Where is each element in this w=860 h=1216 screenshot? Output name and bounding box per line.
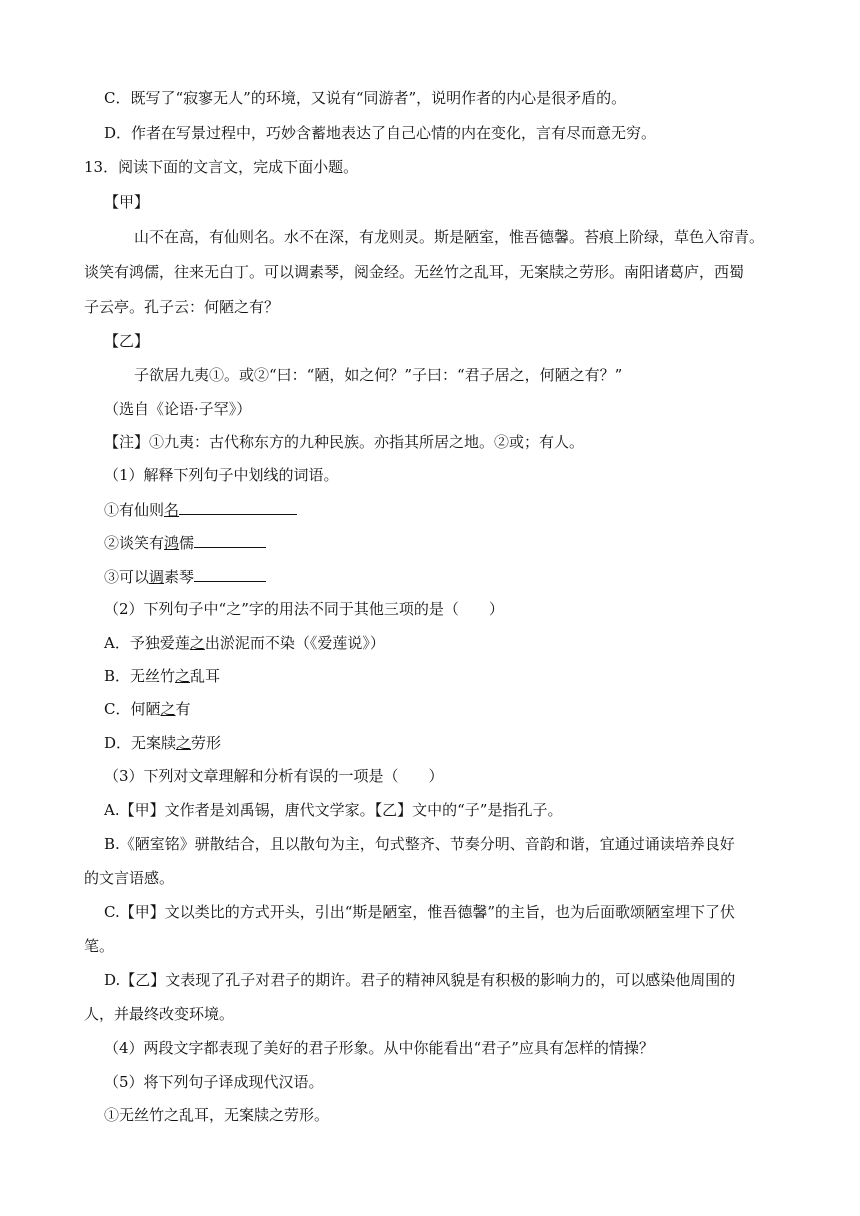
passage-note: 【注】①九夷：古代称东方的九种民族。亦指其所居之地。②或；有人。 <box>104 433 585 451</box>
sub2-option-b[interactable]: B．无丝竹之乱耳 <box>104 667 221 685</box>
sub4-prompt: （4）两段文字都表现了美好的君子形象。从中你能看出“君子”应具有怎样的情操？ <box>104 1039 654 1057</box>
sub3-prompt: （3）下列对文章理解和分析有误的一项是（ ） <box>104 767 444 785</box>
sub3-option-c-line-1[interactable]: C.【甲】文以类比的方式开头，引出“斯是陋室，惟吾德馨”的主旨，也为后面歌颂陋室埋下了伏 <box>104 903 736 921</box>
q12-option-d: D．作者在写景过程中，巧妙含蓄地表达了自己心情的内在变化，言有尽而意无穷。 <box>104 124 657 142</box>
underlined-word: 名 <box>164 501 180 519</box>
sub1-prompt: （1）解释下列句子中划线的词语。 <box>104 466 339 484</box>
sub2-option-d[interactable]: D．无案牍之劳形 <box>104 734 222 752</box>
passage-source: （选自《论语·子罕》） <box>104 400 252 418</box>
passage-jia-line-2: 谈笑有鸿儒，往来无白丁。可以调素琴，阅金经。无丝竹之乱耳，无案牍之劳形。南阳诸葛庐，西蜀 <box>84 263 745 281</box>
sub5-item-1: ①无丝竹之乱耳，无案牍之劳形。 <box>104 1106 330 1124</box>
sub1-item-1: ①有仙则名 <box>104 499 297 520</box>
answer-blank[interactable] <box>194 566 266 582</box>
sub3-option-b-line-2: 的文言语感。 <box>84 869 175 887</box>
underlined-word: 调 <box>149 568 165 586</box>
sub1-item-2: ②谈笑有鸿儒 <box>104 532 266 553</box>
q13-stem: 13．阅读下面的文言文，完成下面小题。 <box>84 158 359 176</box>
sub3-option-c-line-2: 笔。 <box>84 937 115 955</box>
sub3-option-a[interactable]: A.【甲】文作者是刘禹锡，唐代文学家。【乙】文中的“子”是指孔子。 <box>104 801 563 819</box>
answer-blank[interactable] <box>179 499 297 515</box>
sub3-option-d-line-2: 人，并最终改变环境。 <box>84 1005 235 1023</box>
passage-jia-label: 【甲】 <box>104 193 150 211</box>
q12-option-c: C．既写了“寂寥无人”的环境，又说有“同游者”，说明作者的内心是很矛盾的。 <box>104 89 627 107</box>
passage-yi-line: 子欲居九夷①。或②“曰：“陋，如之何？”子曰：“君子居之，何陋之有？” <box>134 366 623 384</box>
answer-blank[interactable] <box>194 532 266 548</box>
passage-jia-line-1: 山不在高，有仙则名。水不在深，有龙则灵。斯是陋室，惟吾德馨。苔痕上阶绿，草色入帘青。 <box>134 228 765 246</box>
passage-jia-line-3: 子云亭。孔子云：何陋之有？ <box>84 298 280 316</box>
sub1-item-3: ③可以调素琴 <box>104 566 266 587</box>
underlined-word: 鸿 <box>164 534 180 552</box>
passage-yi-label: 【乙】 <box>104 332 150 350</box>
sub3-option-d-line-1[interactable]: D.【乙】文表现了孔子对君子的期许。君子的精神风貌是有积极的影响力的，可以感染他周围的 <box>104 971 736 989</box>
sub3-option-b-line-1[interactable]: B.《陋室铭》骈散结合，且以散句为主，句式整齐、节奏分明、音韵和谐，宜通过诵读培养良好 <box>104 835 735 853</box>
sub2-option-c[interactable]: C．何陋之有 <box>104 700 191 718</box>
sub2-prompt: （2）下列句子中“之”字的用法不同于其他三项的是（ ） <box>104 600 504 618</box>
sub5-prompt: （5）将下列句子译成现代汉语。 <box>104 1073 324 1091</box>
sub2-option-a[interactable]: A．予独爱莲之出淤泥而不染（《爱莲说》） <box>104 634 385 652</box>
